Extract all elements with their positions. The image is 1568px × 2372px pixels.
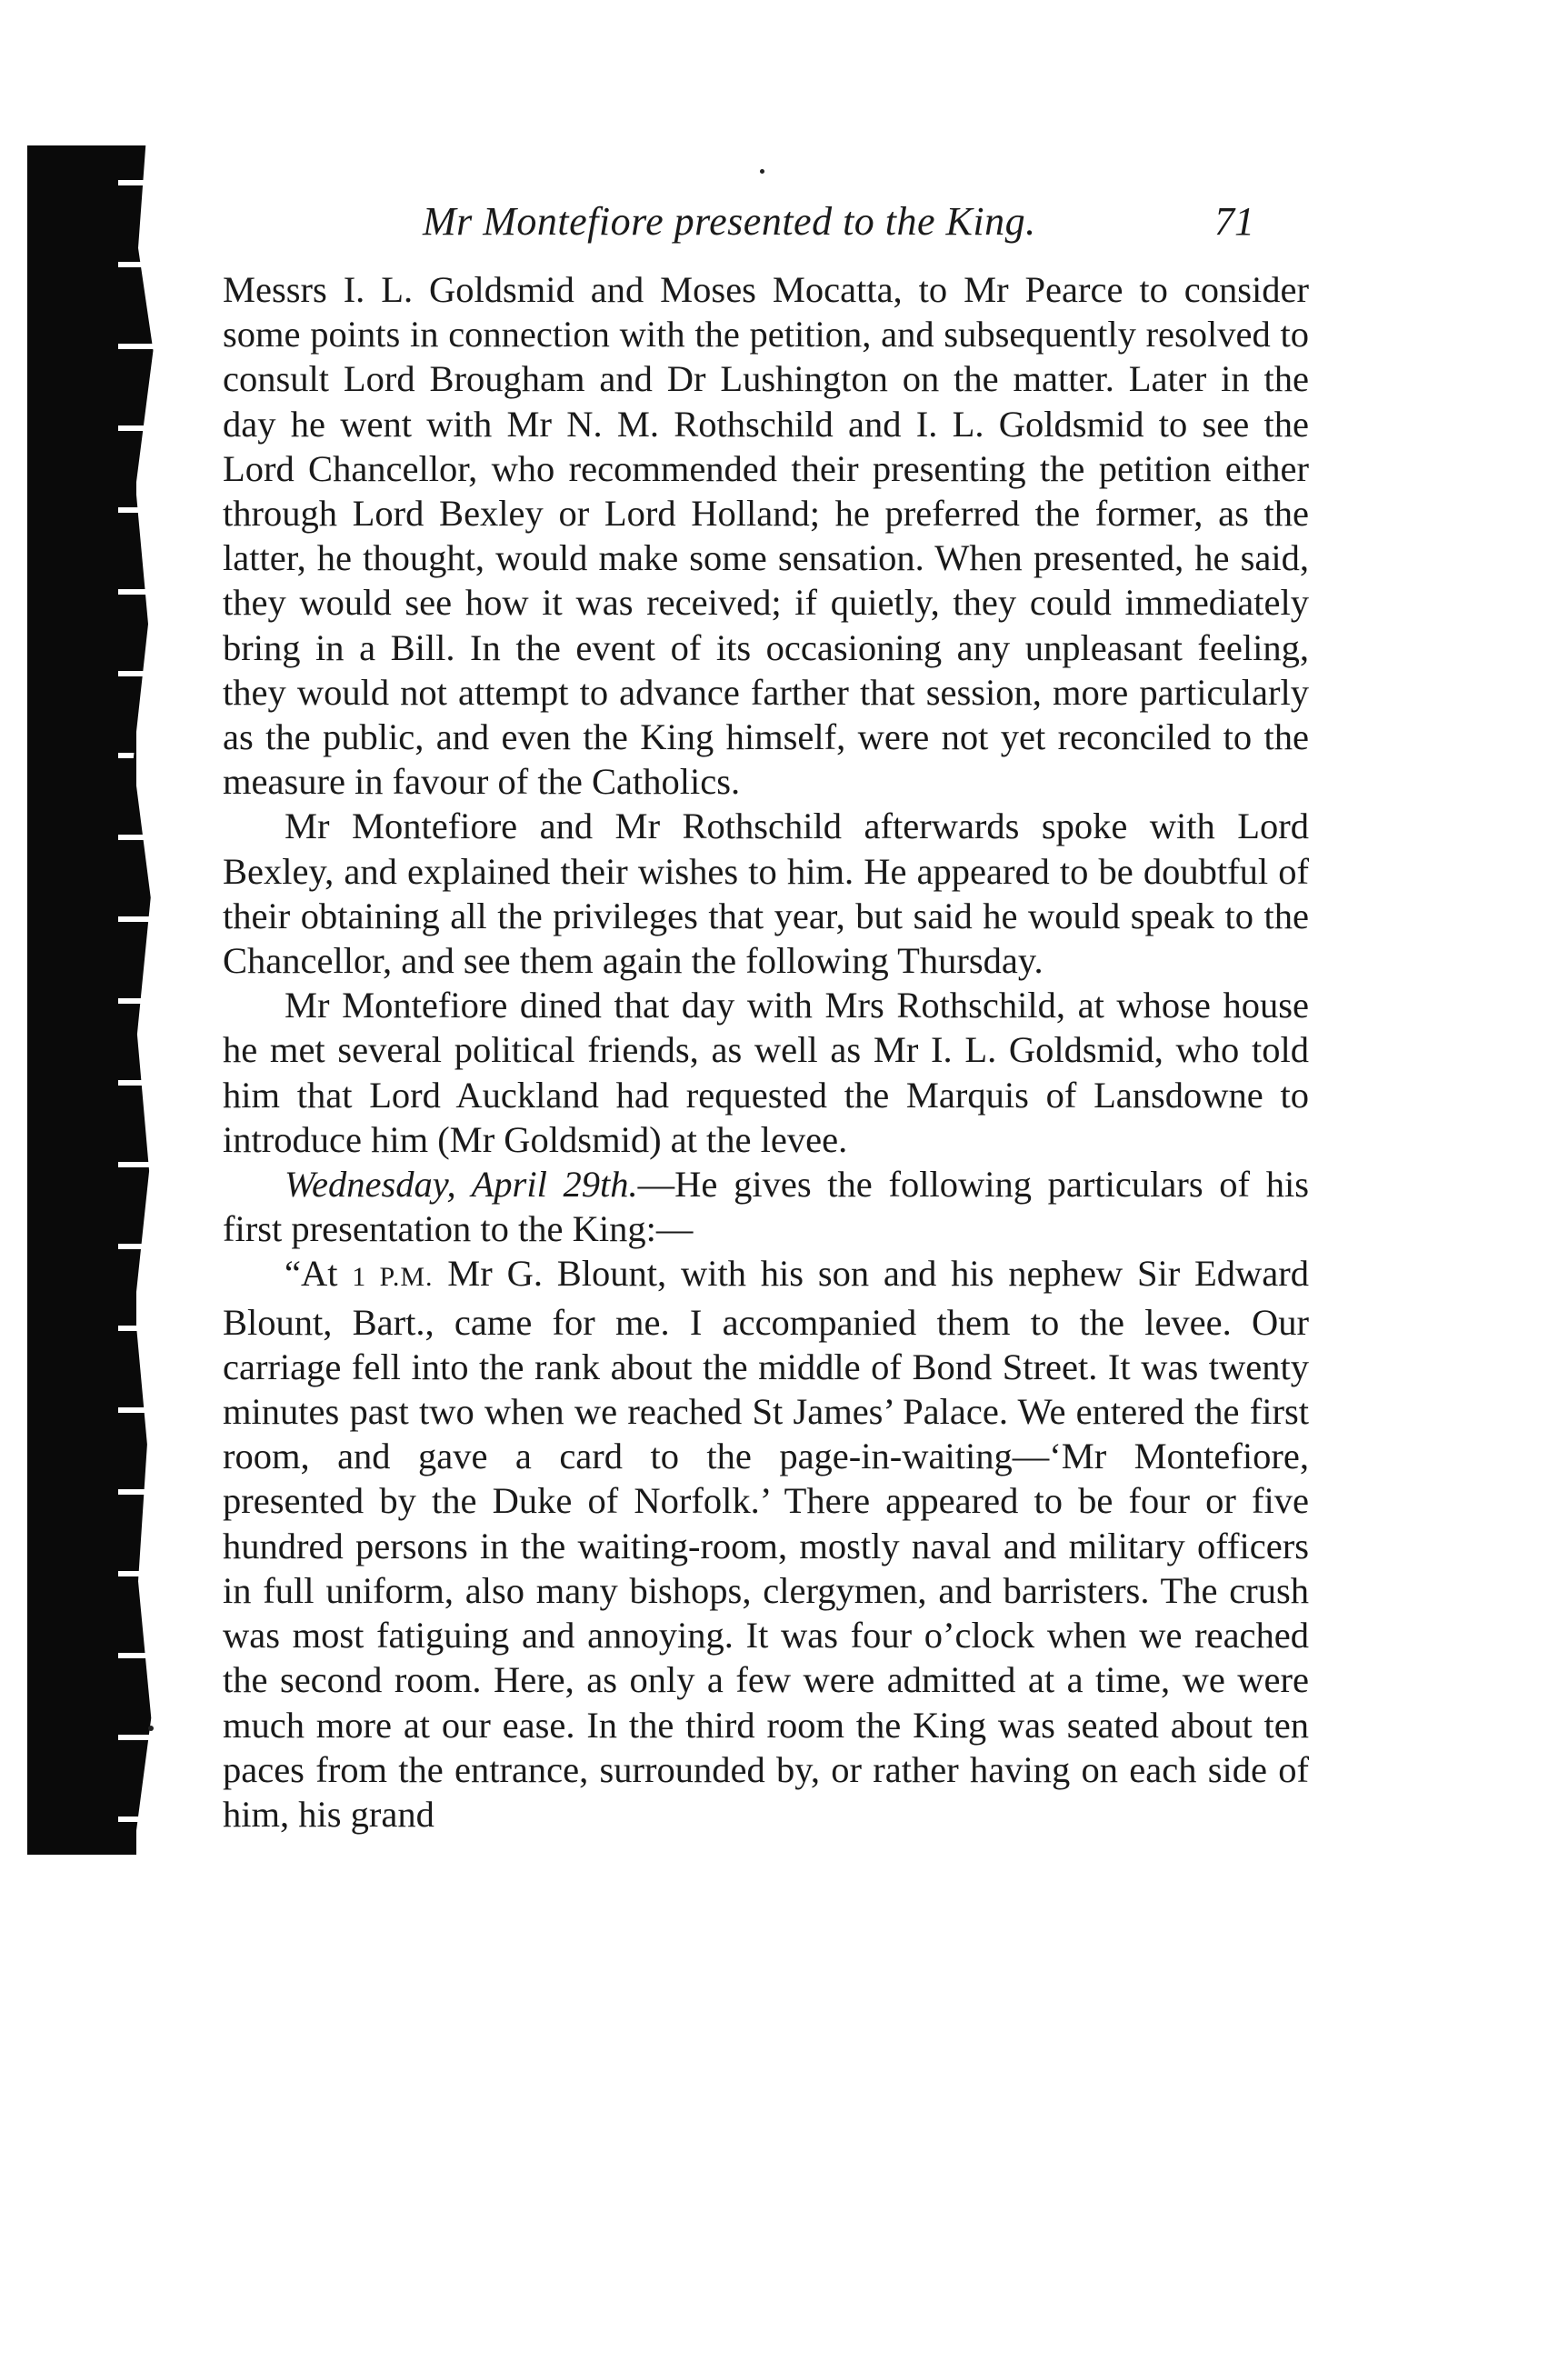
body-text — [223, 267, 1309, 1837]
scan-gutter-shadow — [27, 145, 136, 1855]
paragraph-text: Messrs I. L. Goldsmid and Moses Mocatta, to Mr Pearce to consider some points in connection with the petition, and subsequently resolved to consult Lord Brougham and Dr Lushington on the matter. Later in the day he went with Mr N. M. Rothschild and I. L. Goldsmid to see the Lord Chancellor, who recommended their presenting the petition either through Lord Bexley or Lord Holland; he preferred the former, as the latter, he thought, would make some sensation. When presented, he said, they would see how it was received; if quietly, they could immediately bring in a Bill. In the event of its occasioning any unpleasant feeling, they would not attempt to advance farther that session, more particularly as the public, and even the King himself, were not yet reconciled to the measure in favour of the Catholics. — [223, 269, 1309, 803]
running-head — [223, 182, 1309, 255]
diary-date: Wednesday, April 29th. — [285, 1164, 638, 1206]
paragraph-text: Mr G. Blount, with his son and his nephew Sir Edward Blount, Bart., came for me. I accompanied them to the levee. Our carriage fell into the rank about the middle of Bond Street. It was twenty minutes past two when we reached St James’ Palace. We entered the first room, and gave a card to the page-in-waiting—‘Mr Montefiore, presented by the Duke of Norfolk.’ There appeared to be four or five hundred persons in the waiting-room, mostly naval and military officers in full uniform, also many bishops, clergymen, and barristers. The crush was most fatiguing and annoying. It was four o’clock when we reached the second room. Here, as only a few were admitted at a time, we were much more at our ease. In the third room the King was seated about ten paces from the entrance, surrounded by, or rather having on each side of him, his grand — [223, 1253, 1309, 1835]
paragraph-text: —He gives the following particulars of his first presentation to the King:— — [223, 1164, 1310, 1250]
quote-lead: “At — [285, 1253, 353, 1295]
paragraph — [223, 1251, 1309, 1837]
time-smallcaps: 1 P.M. — [352, 1262, 434, 1293]
scan-speck — [760, 169, 764, 174]
paragraph — [223, 1162, 1309, 1251]
scan-speck — [148, 1726, 154, 1731]
paragraph-text: Mr Montefiore and Mr Rothschild afterwards spoke with Lord Bexley, and explained their wishes to him. He appeared to be doubtful of their obtaining all the privileges that year, but said he would speak to the Chancellor, and see them again the following Thursday. — [223, 806, 1309, 982]
paragraph — [223, 983, 1309, 1162]
paragraph-text: Mr Montefiore dined that day with Mrs Rothschild, at whose house he met several political friends, as well as Mr I. L. Goldsmid, who told him that Lord Auckland had requested the Marquis of Lansdowne to introduce him (Mr Goldsmid) at the levee. — [223, 985, 1309, 1160]
running-title: Mr Montefiore presented to the King. — [423, 199, 1036, 244]
book-page — [223, 182, 1309, 1837]
paragraph — [223, 267, 1309, 804]
paragraph — [223, 804, 1309, 983]
page-number: 71 — [1214, 199, 1254, 244]
